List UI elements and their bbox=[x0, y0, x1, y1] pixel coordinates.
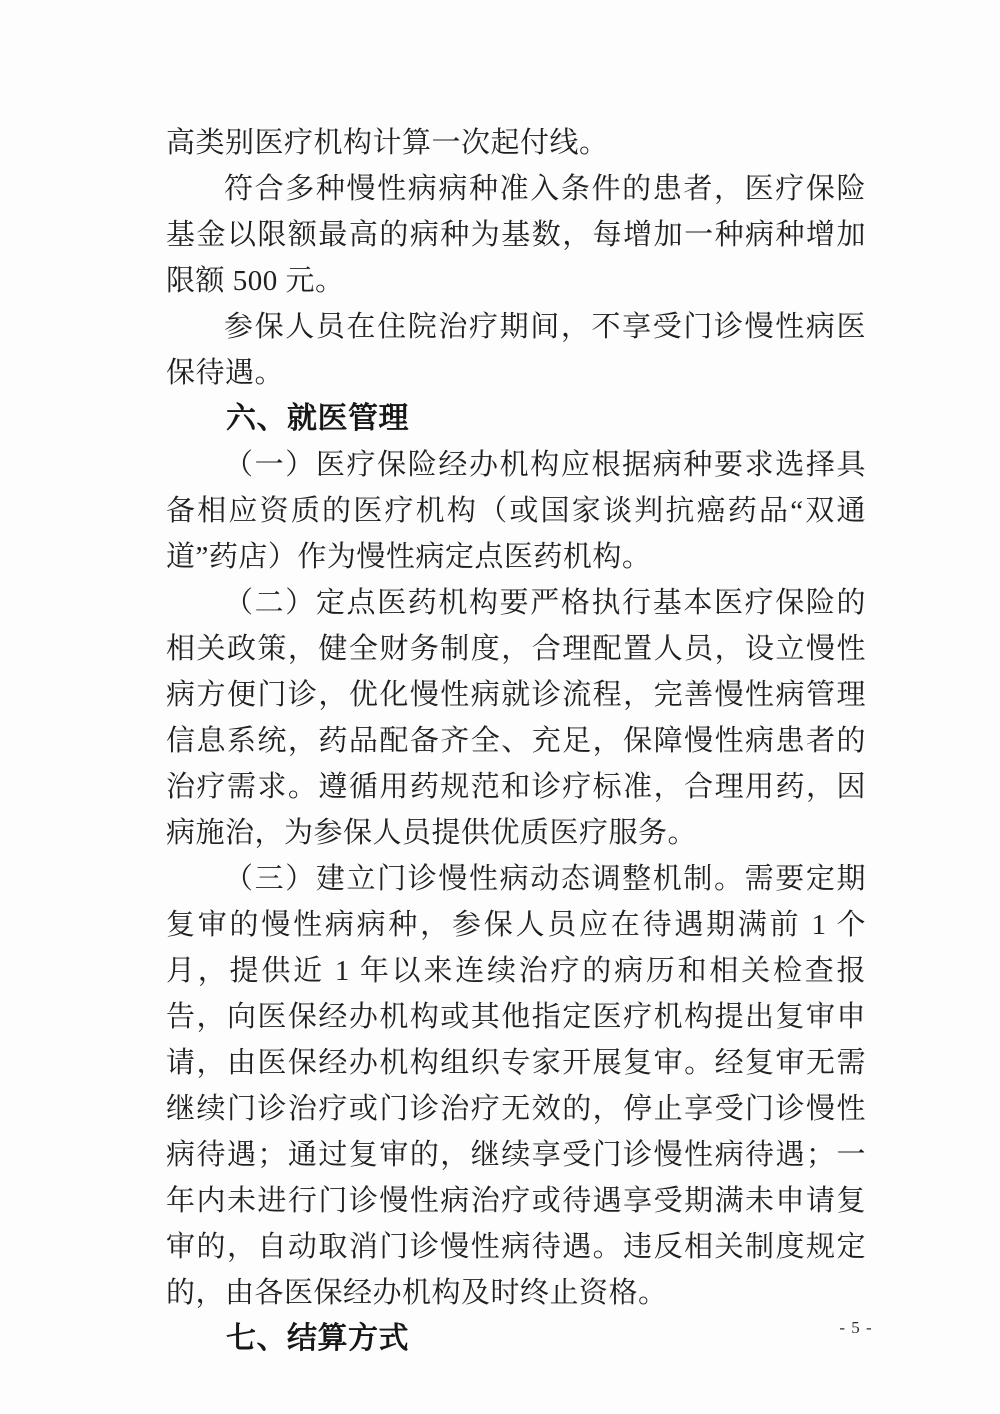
section-heading-6: 六、就医管理 bbox=[226, 402, 409, 435]
document-body bbox=[166, 120, 866, 1362]
paragraph: 符合多种慢性病病种准入条件的患者，医疗保险基金以限额最高的病种为基数，每增加一种病种增加限额 500 元。 bbox=[166, 173, 866, 297]
paragraph-item-1: （一）医疗保险经办机构应根据病种要求选择具备相应资质的医疗机构（或国家谈判抗癌药品“双通道”药店）作为慢性病定点医药机构。 bbox=[166, 449, 866, 573]
page-number: - 5 - bbox=[839, 1318, 873, 1337]
paragraph-continued: 高类别医疗机构计算一次起付线。 bbox=[166, 127, 609, 159]
paragraph-item-3: （三）建立门诊慢性病动态调整机制。需要定期复审的慢性病病种，参保人员应在待遇期满前 1 个月，提供近 1 年以来连续治疗的病历和相关检查报告，向医保经办机构或其他指定医疗机构提出复审申请，由医保经办机构组织专家开展复审。经复审无需继续门诊治疗或门诊治疗无效的，停止享受门诊慢性病待遇；通过复审的，继续享受门诊慢性病待遇；一年内未进行门诊慢性病治疗或待遇享受期满未申请复审的，自动取消门诊慢性病待遇。违反相关制度规定的，由各医保经办机构及时终止资格。 bbox=[166, 863, 866, 1309]
section-heading-7: 七、结算方式 bbox=[226, 1322, 409, 1355]
paragraph-item-2: （二）定点医药机构要严格执行基本医疗保险的相关政策，健全财务制度，合理配置人员，设立慢性病方便门诊，优化慢性病就诊流程，完善慢性病管理信息系统，药品配备齐全、充足，保障慢性病患者的治疗需求。遵循用药规范和诊疗标准，合理用药，因病施治，为参保人员提供优质医疗服务。 bbox=[166, 587, 866, 849]
paragraph: 参保人员在住院治疗期间，不享受门诊慢性病医保待遇。 bbox=[166, 311, 866, 389]
